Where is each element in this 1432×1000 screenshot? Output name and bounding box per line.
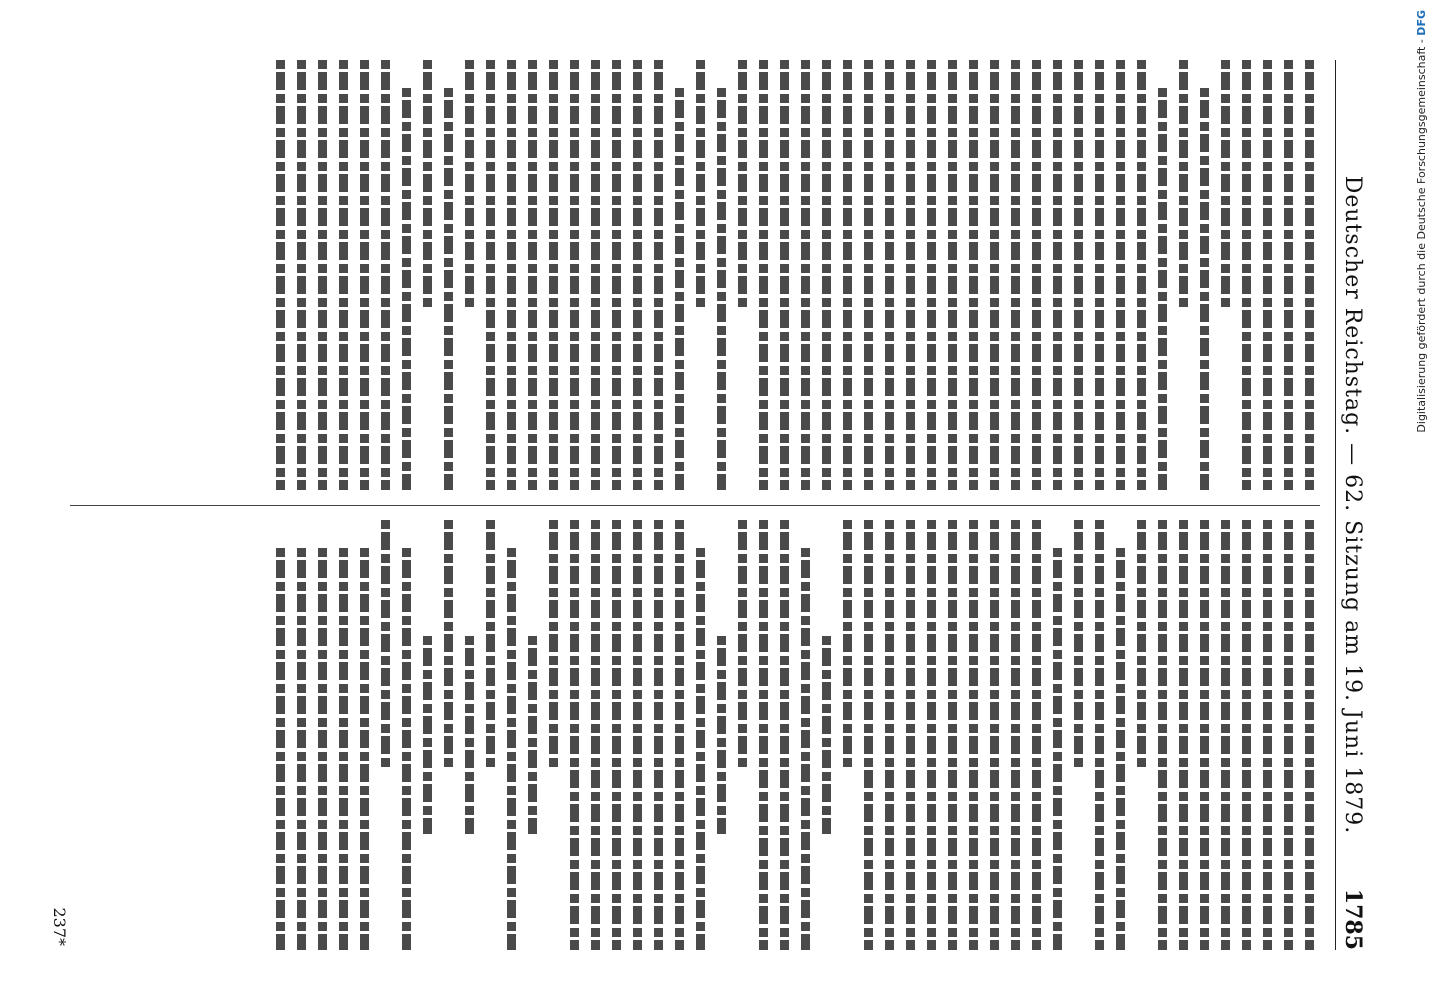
dfg-logo: DFG: [1415, 10, 1428, 36]
digitization-credit: [1415, 10, 1428, 433]
rotated-content: [40, 40, 1380, 970]
signature-mark: 237*: [50, 907, 69, 946]
page-number: 1785: [1340, 888, 1366, 950]
text-column-left: [70, 60, 1320, 490]
document-page: [40, 40, 1380, 970]
text-column-right: [70, 520, 1320, 950]
page-header: [1335, 60, 1370, 950]
credit-text: Digitalisierung gefördert durch die Deutsche Forschungsgemeinschaft -: [1415, 35, 1428, 433]
column-divider: [70, 505, 1320, 506]
page-title: Deutscher Reichstag. — 62. Sitzung am 19. Juni 1879.: [1340, 175, 1366, 835]
